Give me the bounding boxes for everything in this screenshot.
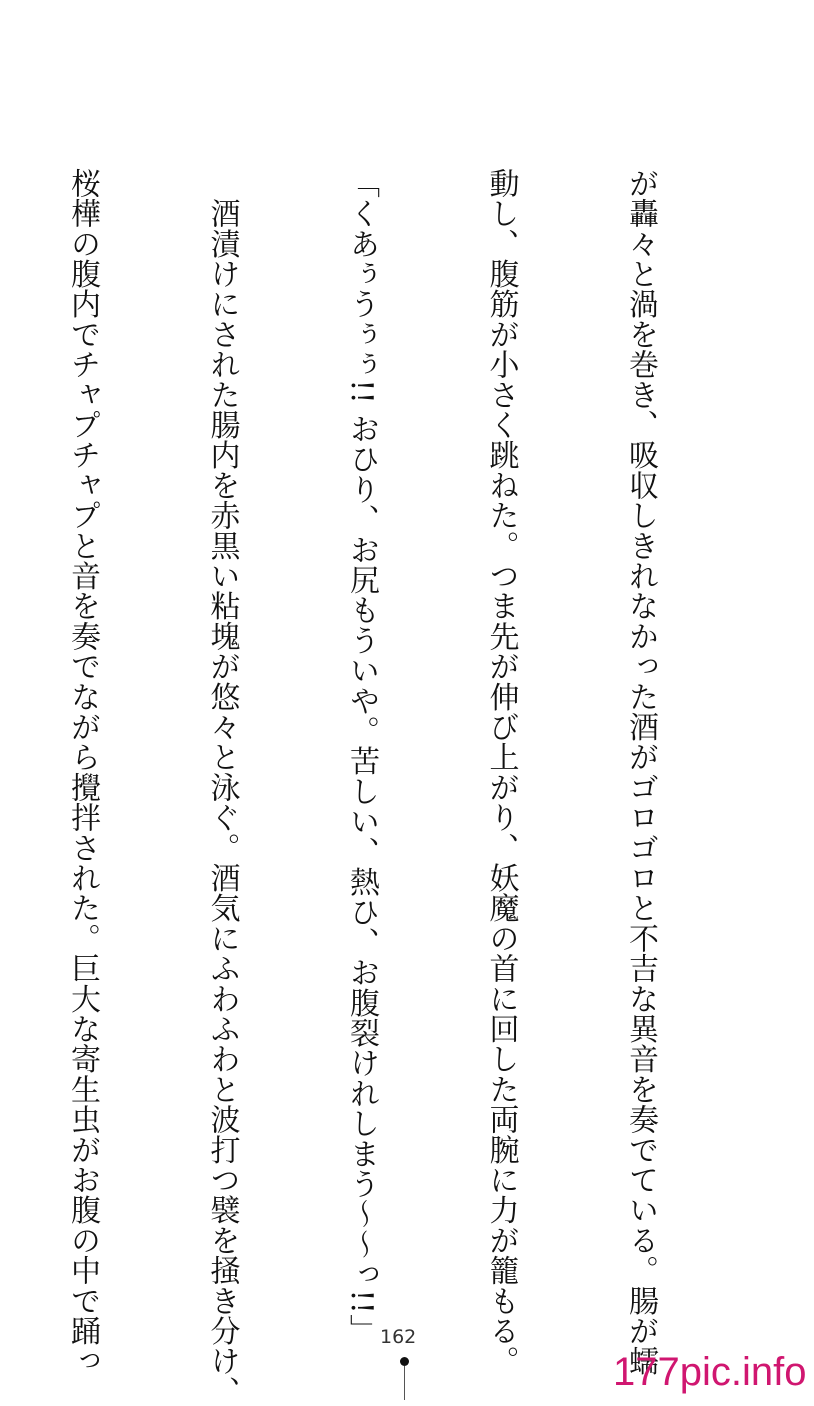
text-line: 「くあぅうぅぅ!! おひり、お尻もういや。苦しい、熱ひ、お腹裂けれしまう〜〜っ!!」	[344, 168, 379, 1345]
text-line: 動し、腹筋が小さく跳ねた。つま先が伸び上がり、妖魔の首に回した両腕に力が籠もる。	[483, 168, 519, 1376]
page-marker-line	[404, 1366, 405, 1400]
page-number: 162	[380, 1326, 417, 1348]
text-line: 酒漬けにされた腸内を赤黒い粘塊が悠々と泳ぐ。酒気にふわふわと波打つ襞を掻き分け、	[204, 168, 240, 1406]
page-marker-dot	[400, 1357, 409, 1366]
text-line: が轟々と渦を巻き、吸収しきれなかった酒がゴロゴロと不吉な異音を奏でている。腸が蠕	[623, 168, 658, 1376]
watermark-text: 177pic.info	[613, 1350, 807, 1394]
text-line: 桜樺の腹内でチャプチャプと音を奏でながら攪拌された。巨大な寄生虫がお腹の中で踊っ	[65, 168, 100, 1376]
